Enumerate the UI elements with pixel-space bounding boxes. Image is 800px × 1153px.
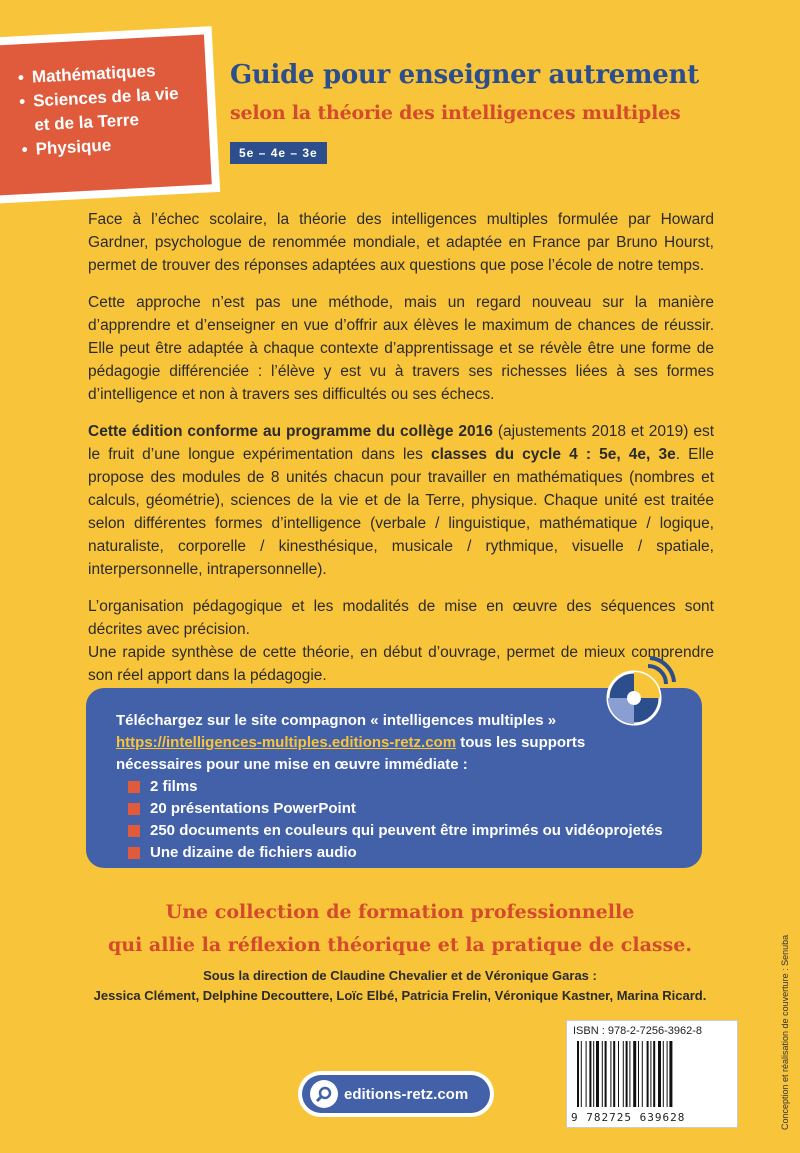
barcode-digits: 9 782725 639628 <box>571 1111 686 1124</box>
subject-item-continued: et de la Terre <box>33 110 140 135</box>
paragraph-1: Face à l’échec scolaire, la théorie des intelligences multiples formulée par Howard Gardner, psychologue de renommée mondiale, et adaptée en France par Bruno Hourst, permet de trouver des réponses adaptées aux questions que pose l’école de notre temps. <box>88 211 714 274</box>
collection-tagline <box>0 896 800 962</box>
cover-credit: Conception et réalisation de couverture : Senuba <box>780 934 790 1130</box>
download-after-url: tous les supports <box>456 734 586 751</box>
subject-item: • Physique <box>21 128 210 162</box>
subject-item: • Mathématiques <box>17 56 206 90</box>
list-item: 250 documents en couleurs qui peuvent être imprimés ou vidéoprojetés <box>128 820 702 842</box>
barcode-bars-icon <box>575 1041 731 1109</box>
bullet-square-icon <box>128 781 140 793</box>
collection-line-2: qui allie la réflexion théorique et la pratique de classe. <box>108 934 692 956</box>
p3-bold-2: classes du cycle 4 : 5e, 4e, 3e <box>430 446 676 463</box>
download-url-line <box>116 732 702 754</box>
authors <box>0 966 800 1006</box>
p4-line-2: Une rapide synthèse de cette théorie, en début d’ouvrage, permet de mieux comprendre son réel apport dans la pédagogie. <box>88 644 714 684</box>
list-item: 20 présentations PowerPoint <box>128 798 702 820</box>
authors-line-1: Sous la direction de Claudine Chevalier et de Véronique Garas : <box>203 968 597 983</box>
bullet-square-icon <box>128 803 140 815</box>
publisher-logo[interactable] <box>302 1075 490 1113</box>
download-intro: Téléchargez sur le site compagnon « intelligences multiples » <box>116 712 557 729</box>
p4-line-1: L’organisation pédagogique et les modalités de mise en œuvre des séquences sont décrites avec précision. <box>88 598 714 638</box>
paragraph-2: Cette approche n’est pas une méthode, mais un regard nouveau sur la manière d’apprendre et d’enseigner en vue d’offrir aux élèves le maximum de chances de réussir. Elle peut être adaptée à chaque contexte d’apprentissage et se révèle être une forme de pédagogie différenciée : l’élève y est vu à travers ses richesses liées à ses formes d’intelligence et non à travers ses difficultés ou ses échecs. <box>88 294 714 403</box>
levels-badge: 5e – 4e – 3e <box>230 142 327 164</box>
companion-site-link[interactable]: https://intelligences-multiples.editions-retz.com <box>116 734 457 751</box>
subject-badge <box>0 35 212 196</box>
bullet-square-icon <box>128 825 140 837</box>
p3-text-2: . Elle propose des modules de 8 unités chacun pour travailler en mathématiques (nombres et calculs, géométrie), sciences de la vie et de la Terre, physique. Chaque unité est traitée selon différentes formes d’intelligence (verbale / linguistique, mathématique / logique, naturaliste, corporelle / kinesthésique, musicale / rythmique, visuelle / spatiale, interpersonnelle, intrapersonnelle). <box>88 446 714 578</box>
paragraph-3 <box>88 420 714 581</box>
publisher-name: editions-retz.com <box>344 1085 469 1103</box>
authors-line-2: Jessica Clément, Delphine Decouttere, Loïc Elbé, Patricia Frelin, Véronique Kastner, Marina Ricard. <box>93 988 707 1003</box>
collection-line-1: Une collection de formation professionnelle <box>165 901 635 923</box>
page-subtitle: selon la théorie des intelligences multiples <box>230 102 681 124</box>
description <box>88 208 714 701</box>
list-item: 2 films <box>128 776 702 798</box>
bullet-square-icon <box>128 847 140 859</box>
barcode <box>566 1020 738 1128</box>
page-title: Guide pour enseigner autrement <box>230 60 699 90</box>
p3-text-1: (ajustements 2018 et 2019) est le fruit d’une longue expérimentation dans les <box>88 423 715 463</box>
isbn: ISBN : 978-2-7256-3962-8 <box>573 1025 703 1037</box>
download-line-3: nécessaires pour une mise en œuvre immédiate : <box>116 756 468 773</box>
cd-download-icon <box>604 656 676 728</box>
list-item: Une dizaine de fichiers audio <box>128 842 702 864</box>
resources-list <box>128 776 702 864</box>
subject-item: • Sciences de la vie <box>19 80 208 114</box>
p3-bold-1: Cette édition conforme au programme du collège 2016 <box>88 423 493 440</box>
magnifier-icon <box>310 1080 338 1108</box>
